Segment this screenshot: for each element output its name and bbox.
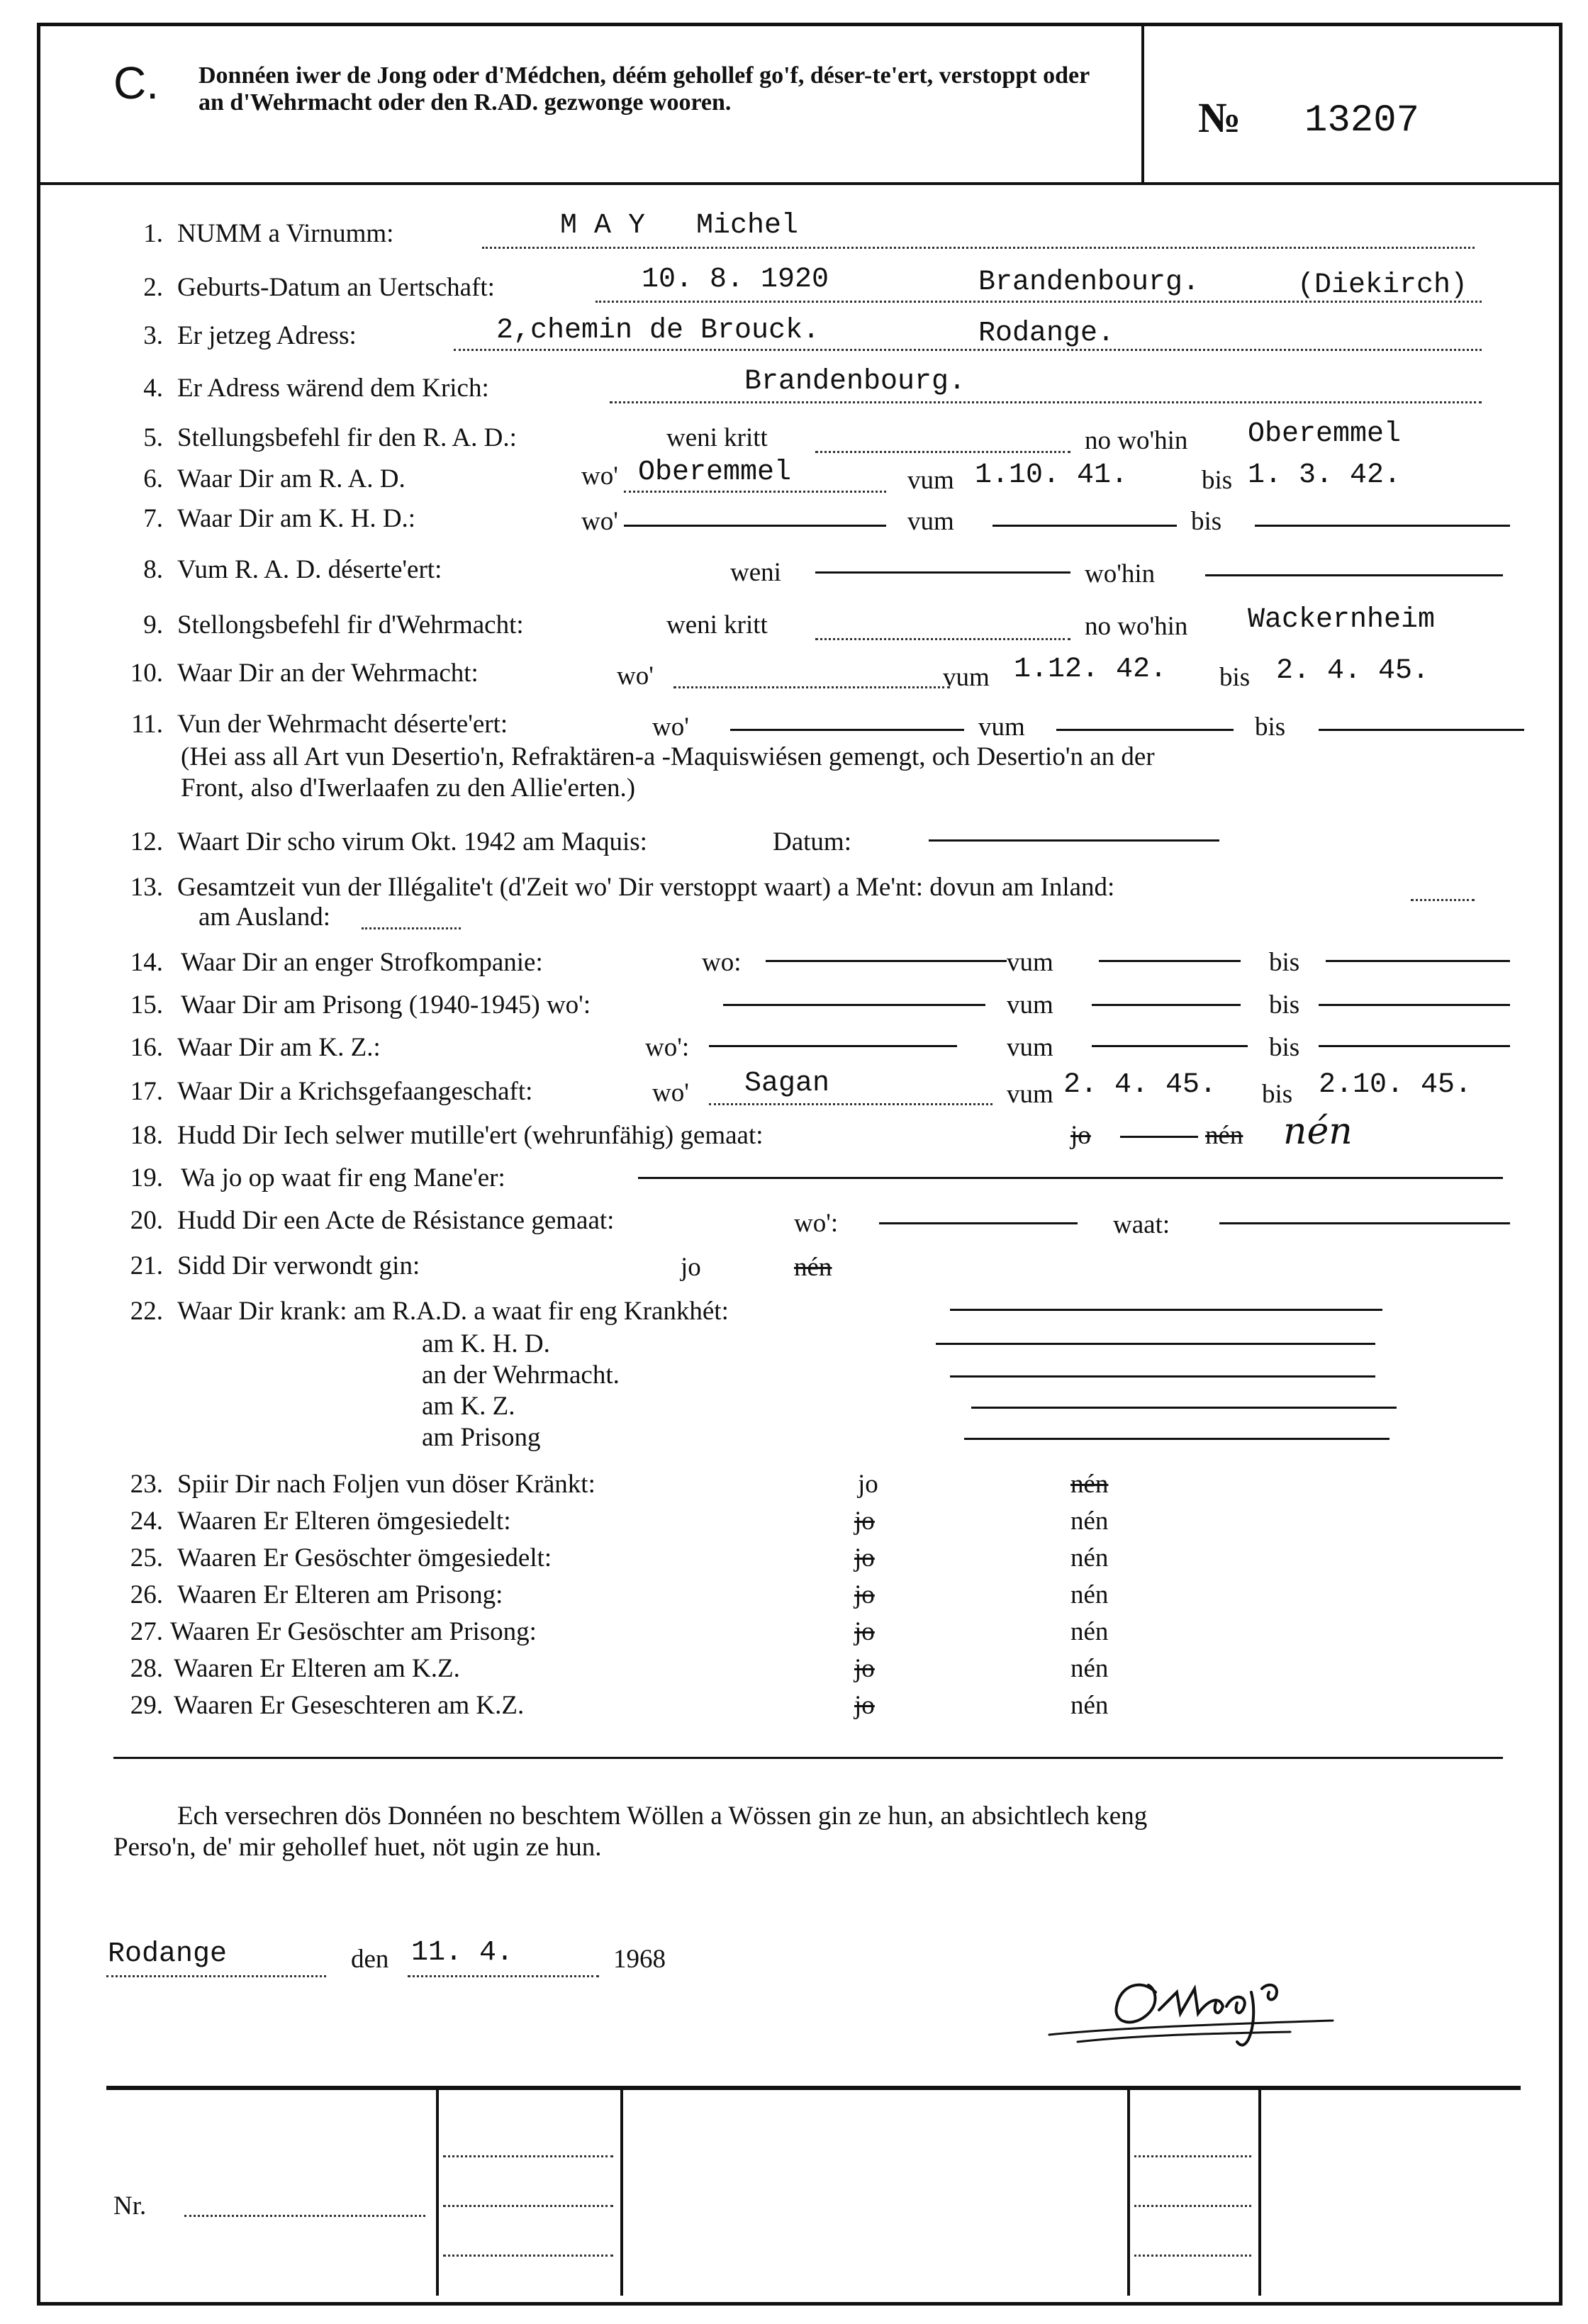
address-place-value: Rodange.: [978, 318, 1115, 350]
rad-place: Oberemmel: [638, 457, 792, 488]
fill-line: [184, 2215, 425, 2217]
item-number: 19.: [130, 1163, 163, 1192]
section-divider: [113, 1757, 1503, 1759]
jo-option-struck: jo: [854, 1580, 875, 1609]
item-number: 22.: [130, 1297, 163, 1326]
item-number: 26.: [130, 1580, 163, 1609]
jo-option: jo: [858, 1470, 878, 1499]
item-label: Waar Dir am R. A. D.: [177, 464, 406, 493]
item-number: 6.: [143, 464, 163, 493]
dash-line: [1319, 729, 1524, 731]
item-label: Waaren Er Elteren am Prisong:: [177, 1580, 503, 1609]
item-label: Wa jo op waat fir eng Mane'er:: [181, 1163, 505, 1192]
dash-line: [1205, 574, 1503, 576]
item-number: 24.: [130, 1507, 163, 1536]
birth-date-value: 10. 8. 1920: [642, 264, 829, 296]
dash-line: [992, 525, 1177, 527]
dash-line: [766, 960, 1007, 962]
item-label: Waaren Er Elteren ömgesiedelt:: [177, 1507, 511, 1536]
jo-option-struck: jo: [854, 1507, 875, 1536]
war-address-value: Brandenbourg.: [744, 366, 966, 398]
item-label: Waaren Er Gesöschter ömgesiedelt:: [177, 1543, 552, 1572]
captivity-from: 2. 4. 45.: [1063, 1069, 1217, 1101]
item-label: Hudd Dir Iech selwer mutille'ert (wehrunfähig) gemaat:: [177, 1121, 764, 1150]
nen-option: nén: [1070, 1543, 1109, 1572]
item-mid-label: weni: [730, 558, 781, 587]
jo-option-struck: jo: [854, 1691, 875, 1720]
dash-line: [950, 1375, 1375, 1378]
item-mid-label: weni kritt: [666, 610, 768, 639]
item-number: 3.: [143, 321, 163, 350]
fill-line: [815, 451, 1070, 453]
bis-label: bis: [1269, 990, 1300, 1019]
section-letter: C.: [113, 57, 159, 108]
bis-label: bis: [1191, 507, 1222, 536]
bis-label: bis: [1262, 1080, 1293, 1109]
item-label: Sidd Dir verwondt gin:: [177, 1251, 420, 1280]
sub-label: an der Wehrmacht.: [422, 1361, 620, 1390]
vum-label: vum: [1007, 990, 1053, 1019]
declaration-line-2: Perso'n, de' mir gehollef huet, nöt ugin ze hun.: [113, 1833, 602, 1862]
rad-to: 1. 3. 42.: [1248, 459, 1402, 491]
item-label: Waaren Er Elteren am K.Z.: [174, 1654, 460, 1683]
nen-option-struck: nén: [1205, 1121, 1243, 1150]
item-number: 2.: [143, 273, 163, 302]
item-number: 21.: [130, 1251, 163, 1280]
jo-option-struck: jo: [854, 1654, 875, 1683]
item-number: 28.: [130, 1654, 163, 1683]
bis-label: bis: [1219, 663, 1251, 692]
item-label: Waar Dir am Prisong (1940-1945) wo':: [181, 990, 591, 1019]
bis-label: bis: [1269, 948, 1300, 977]
number-sign: №: [1198, 94, 1241, 141]
item-number: 20.: [130, 1206, 163, 1235]
wehrmacht-to: 2. 4. 45.: [1276, 655, 1430, 687]
dash-line: [950, 1309, 1382, 1311]
dash-line: [815, 571, 1070, 574]
dash-line: [1092, 1045, 1248, 1047]
handwritten-signature: [1035, 1964, 1354, 2056]
dash-line: [1120, 1136, 1198, 1138]
item-number: 14.: [130, 948, 163, 977]
signing-place: Rodange: [108, 1938, 228, 1970]
fill-line: [610, 401, 1482, 403]
item-mid-label: weni kritt: [666, 423, 768, 452]
item-number: 29.: [130, 1691, 163, 1720]
sub-label: am Prisong: [422, 1423, 541, 1452]
vum-label: vum: [1007, 1033, 1053, 1062]
item-label: Gesamtzeit vun der Illégalite't (d'Zeit wo' Dir verstoppt waart) a Me'nt: dovun am Inland:: [177, 873, 1115, 902]
footer-col-divider: [620, 2090, 623, 2296]
item-number: 13.: [130, 873, 163, 902]
item-number: 11.: [131, 710, 163, 739]
item-label: Geburts-Datum an Uertschaft:: [177, 273, 495, 302]
wo-label: wo':: [794, 1209, 839, 1238]
item-label: Stellungsbefehl fir den R. A. D.:: [177, 423, 517, 452]
item-note: Front, also d'Iwerlaafen zu den Allie'erten.): [181, 773, 636, 803]
item-number: 15.: [130, 990, 163, 1019]
fill-line: [362, 927, 461, 929]
fill-line: [673, 686, 950, 688]
fill-line: [1134, 2205, 1251, 2207]
bis-label: bis: [1269, 1033, 1300, 1062]
item-label: Stellongsbefehl fir d'Wehrmacht:: [177, 610, 524, 639]
bis-label: bis: [1202, 466, 1233, 495]
item-label: Hudd Dir een Acte de Résistance gemaat:: [177, 1206, 615, 1235]
item-tail-label: wo'hin: [1085, 559, 1156, 588]
fill-line: [106, 1975, 326, 1977]
item-label: Waaren Er Gesöschter am Prisong:: [170, 1617, 537, 1646]
nen-option: nén: [1070, 1654, 1109, 1683]
item-label: Waar Dir an enger Strofkompanie:: [181, 948, 543, 977]
wo-label: wo':: [645, 1033, 690, 1062]
wo-label: wo': [652, 1078, 689, 1107]
fill-line: [1134, 2155, 1251, 2157]
name-value: M A Y Michel: [560, 210, 799, 242]
jo-option-struck: jo: [854, 1617, 875, 1646]
item-label: Waart Dir scho virum Okt. 1942 am Maquis:: [177, 827, 647, 856]
dash-line: [1319, 1004, 1510, 1006]
item-number: 9.: [143, 610, 163, 639]
item-number: 27.: [130, 1617, 163, 1646]
fill-line: [624, 491, 886, 493]
dash-line: [1099, 960, 1241, 962]
rad-order-place: Oberemmel: [1248, 418, 1402, 450]
item-number: 25.: [130, 1543, 163, 1572]
dash-line: [964, 1438, 1390, 1440]
form-number: 13207: [1304, 99, 1420, 143]
item-label: Vum R. A. D. déserte'ert:: [177, 555, 442, 584]
waat-label: waat:: [1113, 1210, 1170, 1239]
wo-label: wo': [581, 507, 618, 536]
nen-option: nén: [1070, 1617, 1109, 1646]
item-label-2: am Ausland:: [198, 903, 331, 932]
wo-label: wo': [652, 713, 689, 742]
dash-line: [879, 1222, 1078, 1224]
footer-top-rule: [106, 2086, 1521, 2090]
fill-line: [408, 1975, 599, 1977]
nen-option: nén: [1070, 1691, 1109, 1720]
den-label: den: [351, 1945, 389, 1974]
fill-line: [443, 2205, 613, 2207]
dash-line: [971, 1407, 1397, 1409]
item-number: 5.: [143, 423, 163, 452]
dash-line: [1092, 1004, 1241, 1006]
rad-from: 1.10. 41.: [975, 459, 1129, 491]
item-number: 18.: [130, 1121, 163, 1150]
item-label: Vun der Wehrmacht déserte'ert:: [177, 710, 508, 739]
vum-label: vum: [907, 466, 954, 495]
fill-line: [454, 349, 1482, 351]
jo-option-struck: jo: [1070, 1121, 1091, 1150]
dash-line: [709, 1045, 957, 1047]
item-number: 4.: [143, 374, 163, 403]
dash-line: [929, 839, 1219, 842]
item-number: 1.: [143, 219, 163, 248]
item-label: Waar Dir am K. Z.:: [177, 1033, 381, 1062]
wehrmacht-order-place: Wackernheim: [1248, 604, 1436, 636]
wo-label: wo:: [702, 948, 742, 977]
fill-line: [815, 638, 1070, 640]
dash-line: [1056, 729, 1234, 731]
item-label: NUMM a Virnumm:: [177, 219, 394, 248]
handwritten-answer: nén: [1283, 1110, 1353, 1153]
item-label: Waar Dir a Krichsgefaangeschaft:: [177, 1077, 533, 1106]
footer-col-divider: [436, 2090, 439, 2296]
header-divider: [1141, 23, 1144, 185]
footer-col-divider: [1127, 2090, 1130, 2296]
item-number: 10.: [130, 659, 163, 688]
nen-option: nén: [1070, 1580, 1109, 1609]
fill-line: [1411, 899, 1475, 901]
dash-line: [730, 729, 964, 731]
vum-label: vum: [907, 507, 954, 536]
jo-option: jo: [681, 1253, 701, 1282]
item-number: 23.: [130, 1470, 163, 1499]
vum-label: vum: [978, 713, 1025, 742]
wehrmacht-from: 1.12. 42.: [1014, 654, 1168, 686]
fill-line: [443, 2155, 613, 2157]
item-number: 17.: [130, 1077, 163, 1106]
item-number: 16.: [130, 1033, 163, 1062]
sub-label: am K. Z.: [422, 1392, 515, 1421]
wo-label: wo': [581, 462, 618, 491]
captivity-place: Sagan: [744, 1068, 830, 1100]
vum-label: vum: [943, 663, 990, 692]
item-number: 12.: [130, 827, 163, 856]
birth-place-value: Brandenbourg.: [978, 267, 1200, 298]
nen-option-struck: nén: [794, 1253, 832, 1282]
nr-label: Nr.: [113, 2191, 147, 2220]
fill-line: [709, 1103, 992, 1105]
item-number: 8.: [143, 555, 163, 584]
fill-line: [1134, 2255, 1251, 2257]
dash-line: [1255, 525, 1510, 527]
item-label: Er Adress wärend dem Krich:: [177, 374, 489, 403]
address-value: 2,chemin de Brouck.: [496, 315, 820, 347]
item-label: Spiir Dir nach Foljen vun döser Kränkt:: [177, 1470, 596, 1499]
dash-line: [1319, 1045, 1510, 1047]
fill-line: [482, 247, 1475, 249]
item-note: (Hei ass all Art vun Desertio'n, Refraktären-a -Maquiswiésen gemengt, och Desertio'n an der: [181, 742, 1155, 771]
item-label: Waaren Er Geseschteren am K.Z.: [174, 1691, 525, 1720]
dash-line: [936, 1343, 1375, 1345]
item-tail-label: no wo'hin: [1085, 612, 1188, 641]
item-label: Er jetzeg Adress:: [177, 321, 357, 350]
fill-line: [443, 2255, 613, 2257]
declaration-line-1: Ech versechren dös Donnéen no beschtem Wöllen a Wössen gin ze hun, an absichtlech keng: [177, 1801, 1148, 1831]
item-mid-label: Datum:: [773, 827, 851, 856]
dash-line: [638, 1177, 1503, 1179]
item-label: Waar Dir am K. H. D.:: [177, 504, 416, 533]
nen-option-struck: nén: [1070, 1470, 1109, 1499]
birth-district-value: (Diekirch): [1297, 269, 1468, 301]
item-label: Waar Dir an der Wehrmacht:: [177, 659, 479, 688]
item-label: Waar Dir krank: am R.A.D. a waat fir eng Krankhét:: [177, 1297, 729, 1326]
dash-line: [1219, 1222, 1510, 1224]
jo-option-struck: jo: [854, 1543, 875, 1572]
dash-line: [723, 1004, 985, 1006]
dash-line: [624, 525, 886, 527]
item-tail-label: no wo'hin: [1085, 426, 1188, 455]
wo-label: wo': [617, 661, 654, 691]
item-number: 7.: [143, 504, 163, 533]
sub-label: am K. H. D.: [422, 1329, 550, 1358]
signing-date: 11. 4.: [411, 1937, 514, 1969]
vum-label: vum: [1007, 948, 1053, 977]
captivity-to: 2.10. 45.: [1319, 1069, 1472, 1101]
signing-year: 1968: [613, 1945, 666, 1974]
nen-option: nén: [1070, 1507, 1109, 1536]
vum-label: vum: [1007, 1080, 1053, 1109]
form-title: Donnéen iwer de Jong oder d'Médchen, déém gehollef go'f, déser-te'ert, verstoppt oder an d'Wehrmacht oder den R.AD. gezwonge wooren.: [198, 62, 1090, 116]
footer-col-divider: [1258, 2090, 1261, 2296]
bis-label: bis: [1255, 713, 1286, 742]
dash-line: [1326, 960, 1510, 962]
